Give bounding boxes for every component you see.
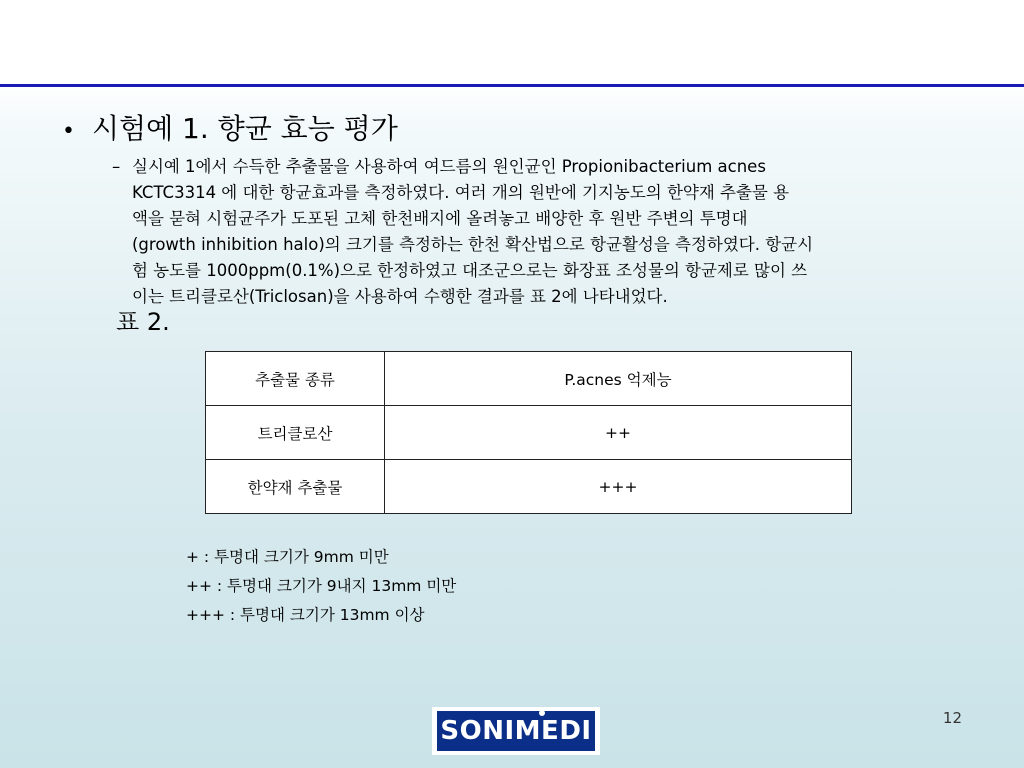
cell-extract: 한약재 추출물 <box>206 460 385 514</box>
title-divider-line <box>0 84 1024 87</box>
sonimedi-logo <box>432 707 600 755</box>
header-extract-type: 추출물 종류 <box>206 352 385 406</box>
legend-item: +++ : 투명대 크기가 13mm 이상 <box>186 606 425 624</box>
cell-extract: 트리클로산 <box>206 406 385 460</box>
description-line: KCTC3314 에 대한 항균효과를 측정하였다. 여러 개의 원반에 기지농도의 한약재 추출물 용 <box>132 183 790 202</box>
legend-block <box>186 543 456 630</box>
cell-inhibition: ++ <box>385 406 852 460</box>
description-line: 액을 묻혀 시험균주가 도포된 고체 한천배지에 올려놓고 배양한 후 원반 주변의 투명대 <box>132 209 748 228</box>
description-line: 이는 트리클로산(Triclosan)을 사용하여 수행한 결과를 표 2에 나타내었다. <box>132 287 668 306</box>
bullet-icon: • <box>62 119 75 144</box>
legend-item: ++ : 투명대 크기가 9내지 13mm 미만 <box>186 577 457 595</box>
slide-heading <box>62 111 398 150</box>
table-caption: 표 2. <box>116 308 170 336</box>
results-table <box>205 351 852 514</box>
description-line: (growth inhibition halo)의 크기를 측정하는 한천 확산법으로 항균활성을 측정하였다. 항균시 <box>132 235 814 254</box>
table-row <box>206 460 852 514</box>
cell-inhibition: +++ <box>385 460 852 514</box>
description-line: 실시예 1에서 수득한 추출물을 사용하여 여드름의 원인균인 Propionibacterium acnes <box>132 157 766 176</box>
table-header-row <box>206 352 852 406</box>
description-line: 험 농도를 1000ppm(0.1%)으로 한정하였고 대조군으로는 화장표 조성물의 항균제로 많이 쓰 <box>132 261 808 280</box>
dash-marker: – <box>112 157 121 176</box>
header-inhibition: P.acnes 억제능 <box>385 352 852 406</box>
page-number: 12 <box>942 709 962 727</box>
logo-text: SONIMEDI <box>440 716 592 746</box>
heading-text: 시험예 1. 향균 효능 평가 <box>92 112 398 145</box>
table-row <box>206 406 852 460</box>
description-block <box>112 154 972 310</box>
legend-item: + : 투명대 크기가 9mm 미만 <box>186 548 389 566</box>
logo-dot-icon <box>539 710 545 716</box>
